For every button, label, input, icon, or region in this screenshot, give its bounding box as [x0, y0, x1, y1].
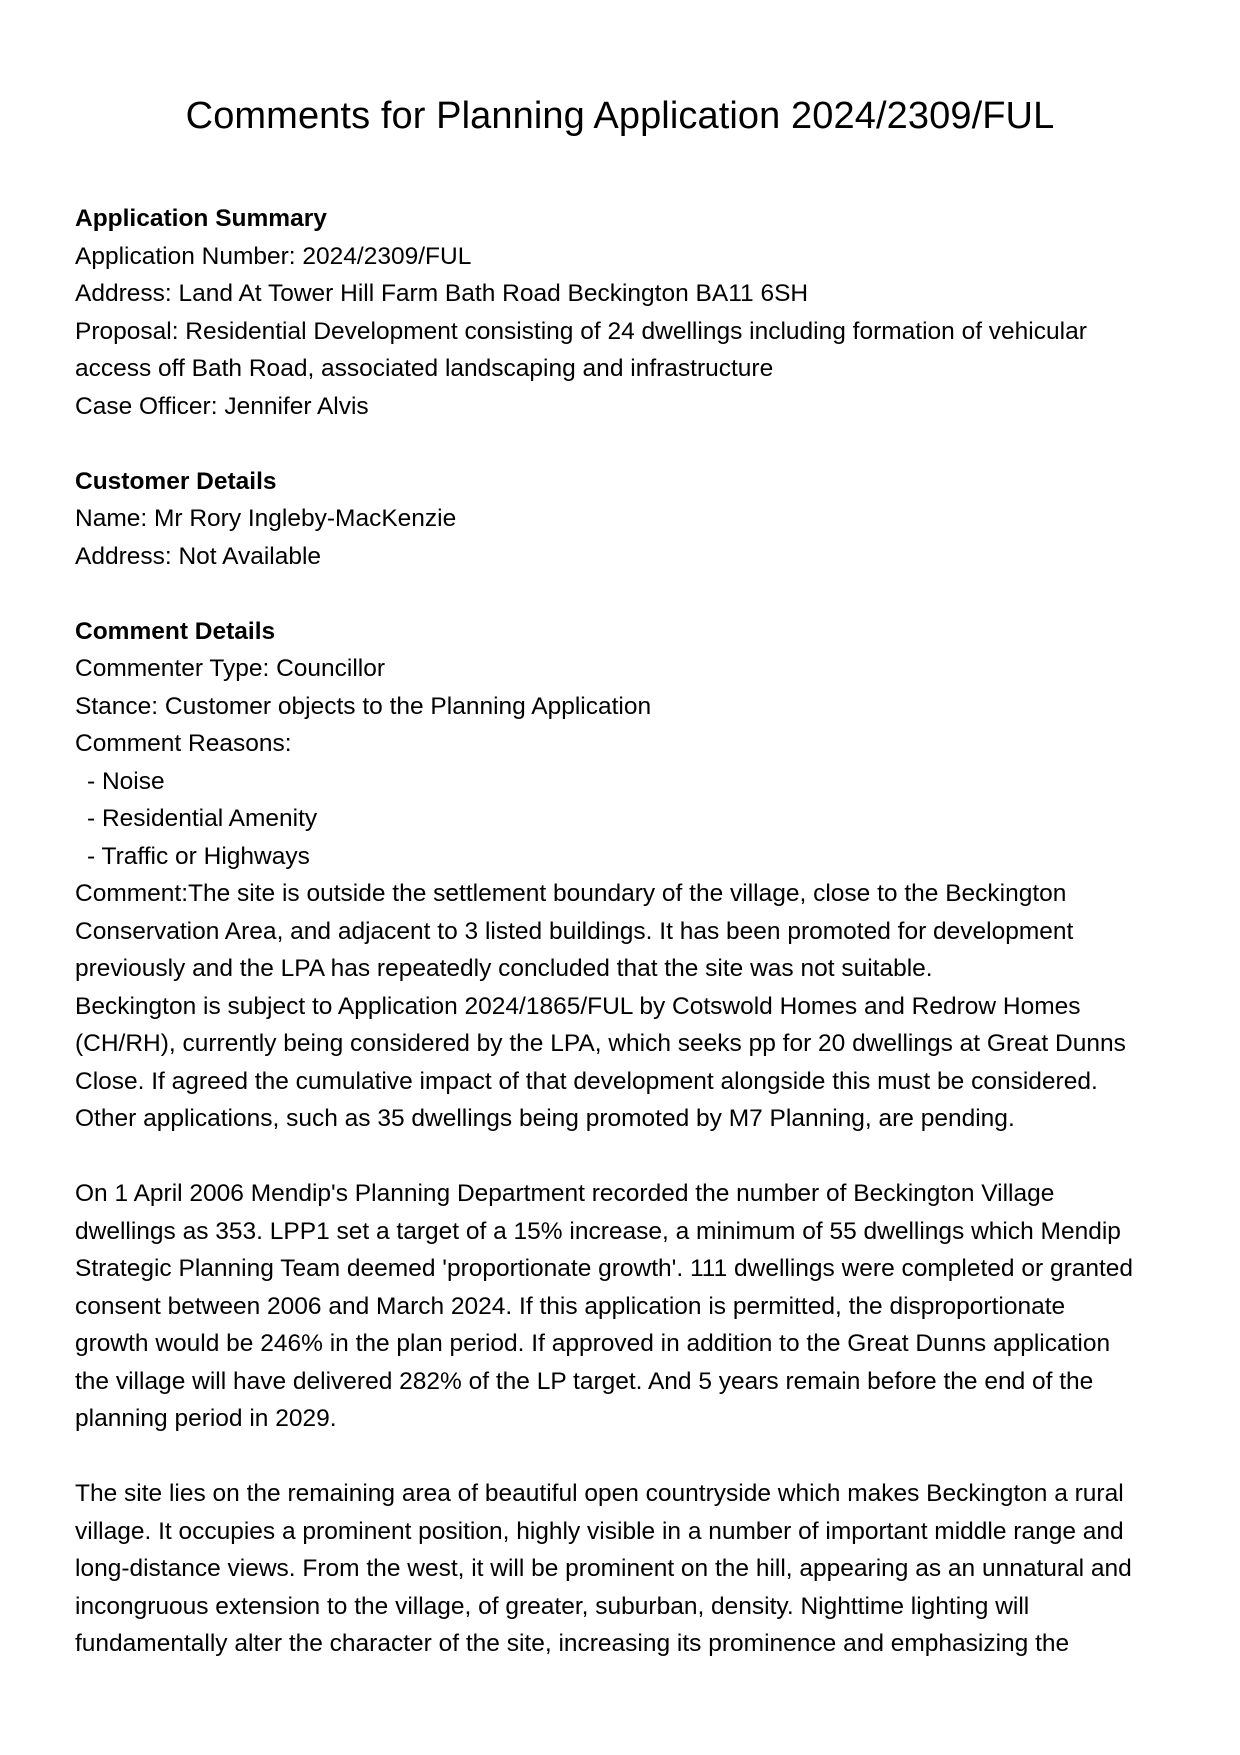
section-spacer: [75, 425, 1175, 463]
comment-line: incongruous extension to the village, of greater, suburban, density. Nighttime lighting will: [75, 1592, 1030, 1620]
comment-reasons-label: Comment Reasons:: [75, 730, 292, 757]
comment-line: (CH/RH), currently being considered by the LPA, which seeks pp for 20 dwellings at Great Dunns: [75, 1030, 1126, 1057]
comment-reason-item: - Residential Amenity: [87, 805, 318, 832]
comment-line: Strategic Planning Team deemed 'proportionate growth'. 111 dwellings were completed or granted: [75, 1255, 1134, 1282]
comment-paragraph-1: [75, 875, 1175, 1138]
paragraph-spacer: [75, 1438, 1175, 1476]
comment-line: Close. If agreed the cumulative impact of that development alongside this must be considered.: [75, 1067, 1098, 1095]
comment-reason-item: - Noise: [87, 767, 165, 795]
application-number: Application Number: 2024/2309/FUL: [75, 242, 472, 270]
customer-details-heading: Customer Details: [75, 467, 277, 495]
comment-line: planning period in 2029.: [75, 1405, 337, 1432]
comment-line: The site lies on the remaining area of beautiful open countryside which makes Beckington a rural: [75, 1480, 1124, 1507]
comment-details-heading: Comment Details: [75, 617, 276, 645]
application-summary-heading: Application Summary: [75, 205, 327, 232]
comment-line: dwellings as 353. LPP1 set a target of a 15% increase, a minimum of 55 dwellings which Mendip: [75, 1217, 1121, 1245]
application-address: Address: Land At Tower Hill Farm Bath Road Beckington BA11 6SH: [75, 280, 809, 307]
comment-line: Comment:The site is outside the settlement boundary of the village, close to the Beckington: [75, 880, 1067, 907]
comment-line: Beckington is subject to Application 2024/1865/FUL by Cotswold Homes and Redrow Homes: [75, 992, 1081, 1020]
proposal-line: access off Bath Road, associated landscaping and infrastructure: [75, 355, 774, 382]
comment-line: growth would be 246% in the plan period. If approved in addition to the Great Dunns application: [75, 1330, 1111, 1357]
comment-line: village. It occupies a prominent position, highly visible in a number of important middle range and: [75, 1517, 1124, 1545]
comment-line: Other applications, such as 35 dwellings being promoted by M7 Planning, are pending.: [75, 1105, 1015, 1132]
application-summary-section: [75, 200, 1175, 425]
customer-name: Name: Mr Rory Ingleby-MacKenzie: [75, 505, 457, 532]
comment-line: fundamentally alter the character of the site, increasing its prominence and emphasizing the: [75, 1630, 1070, 1657]
comment-line: Conservation Area, and adjacent to 3 listed buildings. It has been promoted for development: [75, 917, 1074, 945]
proposal-line: Proposal: Residential Development consisting of 24 dwellings including formation of vehicular: [75, 317, 1087, 345]
comment-line: On 1 April 2006 Mendip's Planning Department recorded the number of Beckington Village: [75, 1180, 1055, 1207]
comment-details-section: [75, 613, 1175, 1663]
comment-line: the village will have delivered 282% of the LP target. And 5 years remain before the end of the: [75, 1367, 1094, 1395]
page-title: Comments for Planning Application 2024/2309/FUL: [185, 95, 1055, 137]
document-body: [75, 200, 1175, 1663]
comment-line: consent between 2006 and March 2024. If this application is permitted, the disproportionate: [75, 1292, 1066, 1320]
comment-line: long-distance views. From the west, it will be prominent on the hill, appearing as an unnatural and: [75, 1555, 1132, 1582]
customer-address: Address: Not Available: [75, 542, 322, 570]
comment-line: previously and the LPA has repeatedly concluded that the site was not suitable.: [75, 955, 933, 982]
case-officer: Case Officer: Jennifer Alvis: [75, 392, 369, 420]
comment-reason-item: - Traffic or Highways: [87, 842, 310, 870]
comment-paragraph-2: [75, 1175, 1175, 1438]
section-spacer: [75, 575, 1175, 613]
paragraph-spacer: [75, 1138, 1175, 1176]
customer-details-section: [75, 463, 1175, 576]
stance: Stance: Customer objects to the Planning Application: [75, 692, 652, 720]
commenter-type: Commenter Type: Councillor: [75, 655, 386, 682]
comment-paragraph-3: [75, 1475, 1175, 1663]
